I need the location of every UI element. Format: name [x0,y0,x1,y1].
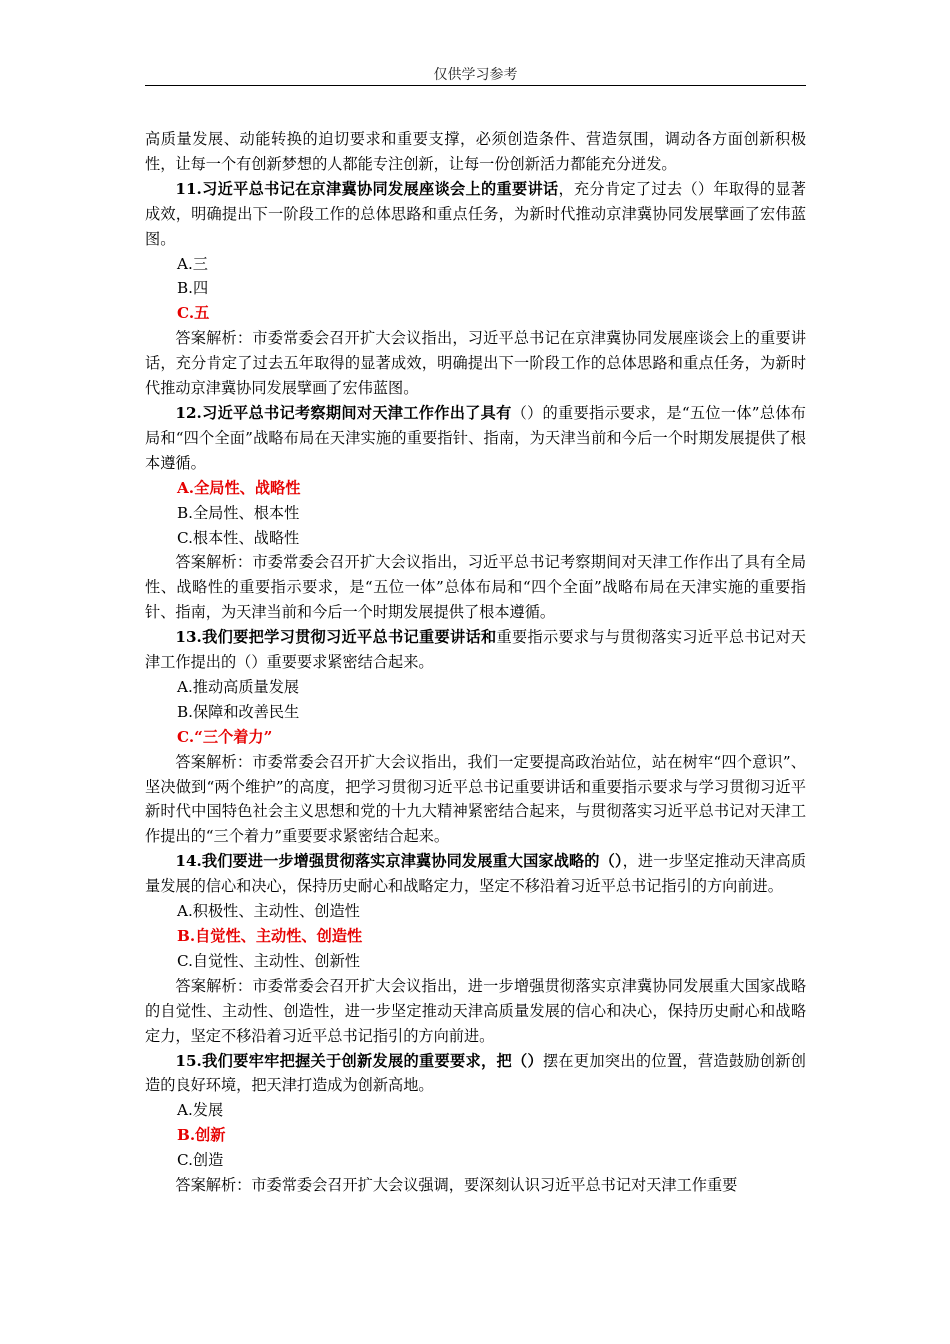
option-a: A.发展 [177,1101,224,1120]
answer-explanation: 答案解析：市委常委会召开扩大会议指出，我们一定要提高政治站位，站在树牢“四个意识”、坚决做到“两个维护”的高度，把学习贯彻习近平总书记重要讲话和重要指示要求与学习贯彻习近平新时代中国特色社会主义思想和党的十九大精神紧密结合起来，与贯彻落实习近平总书记对天津工作提出的“三个着力”重要要求紧密结合起来。 [145,752,806,846]
option-a: A.三 [177,254,208,273]
question-stem-rest: 摆在更加突出的位置，营造鼓励创新创造的良好环境，把天津打造成为创新高地。 [145,1051,806,1095]
option-b-correct: B.自觉性、主动性、创造性 [177,927,363,945]
question-11 [145,177,806,401]
question-stem [145,1049,806,1099]
option-c: C.根本性、战略性 [177,528,300,547]
option-c-correct: C.“三个着力” [177,727,273,746]
question-stem-bold: 14.我们要进一步增强贯彻落实京津冀协同发展重大国家战略的（） [175,852,623,871]
question-stem-bold: 12.习近平总书记考察期间对天津工作作出了具有 [175,403,512,422]
page-header: 仅供学习参考 [433,67,518,83]
option-b: B.保障和改善民生 [177,702,300,721]
option-c: C.创造 [177,1151,224,1170]
question-stem-bold: 15.我们要牢牢把握关于创新发展的重要要求，把（） [175,1051,543,1070]
answer-explanation: 答案解析：市委常委会召开扩大会议指出，习近平总书记在京津冀协同发展座谈会上的重要讲话，充分肯定了过去五年取得的显著成效，明确提出下一阶段工作的总体思路和重点任务，为新时代推动京津冀协同发展擘画了宏伟蓝图。 [145,329,806,398]
question-stem-rest: 重要指示要求与与贯彻落实习近平总书记对天津工作提出的（）重要要求紧密结合起来。 [145,628,806,672]
option-c-correct: C.五 [177,304,210,323]
answer-explanation: 答案解析：市委常委会召开扩大会议强调，要深刻认识习近平总书记对天津工作重要 [175,1176,738,1195]
answer-explanation: 答案解析：市委常委会召开扩大会议指出，习近平总书记考察期间对天津工作作出了具有全局性、战略性的重要指示要求，是“五位一体”总体布局和“四个全面”战略布局在天津实施的重要指针、指南，为天津当前和今后一个时期发展提供了根本遵循。 [145,553,806,622]
option-a: A.推动高质量发展 [177,677,300,696]
option-c: C.自觉性、主动性、创新性 [177,951,360,970]
intro-paragraph: 高质量发展、动能转换的迫切要求和重要支撑，必须创造条件、营造氛围，调动各方面创新积极性，让每一个有创新梦想的人都能专注创新，让每一份创新活力都能充分迸发。 [145,130,806,173]
option-a-correct: A.全局性、战略性 [177,478,301,497]
header-divider [145,85,806,86]
question-stem-rest: （）的重要指示要求，是“五位一体”总体布局和“四个全面”战略布局在天津实施的重要指针、指南，为天津当前和今后一个时期发展提供了根本遵循。 [145,403,806,472]
question-14 [145,849,806,1048]
option-a: A.积极性、主动性、创造性 [177,902,360,921]
question-12 [145,401,806,625]
question-stem [145,401,806,476]
question-stem-bold: 11.习近平总书记在京津冀协同发展座谈会上的重要讲话 [175,179,559,198]
question-stem-rest: ，充分肯定了过去（）年取得的显著成效，明确提出下一阶段工作的总体思路和重点任务，为新时代推动京津冀协同发展擘画了宏伟蓝图。 [145,179,806,248]
question-13 [145,625,806,849]
question-stem-rest: ，进一步坚定推动天津高质量发展的信心和决心，保持历史耐心和战略定力，坚定不移沿着习近平总书记指引的方向前进。 [145,852,807,896]
document-body [145,127,806,1198]
question-stem-bold: 13.我们要把学习贯彻习近平总书记重要讲话和 [175,628,497,647]
option-b: B.四 [177,279,209,298]
option-b-correct: B.创新 [177,1126,226,1145]
option-b: B.全局性、根本性 [177,503,300,522]
question-stem [145,177,806,252]
question-stem [145,849,806,899]
answer-explanation: 答案解析：市委常委会召开扩大会议指出，进一步增强贯彻落实京津冀协同发展重大国家战略的自觉性、主动性、创造性，进一步坚定推动天津高质量发展的信心和决心，保持历史耐心和战略定力，坚定不移沿着习近平总书记指引的方向前进。 [145,976,806,1045]
question-15 [145,1049,806,1198]
question-stem [145,625,806,675]
